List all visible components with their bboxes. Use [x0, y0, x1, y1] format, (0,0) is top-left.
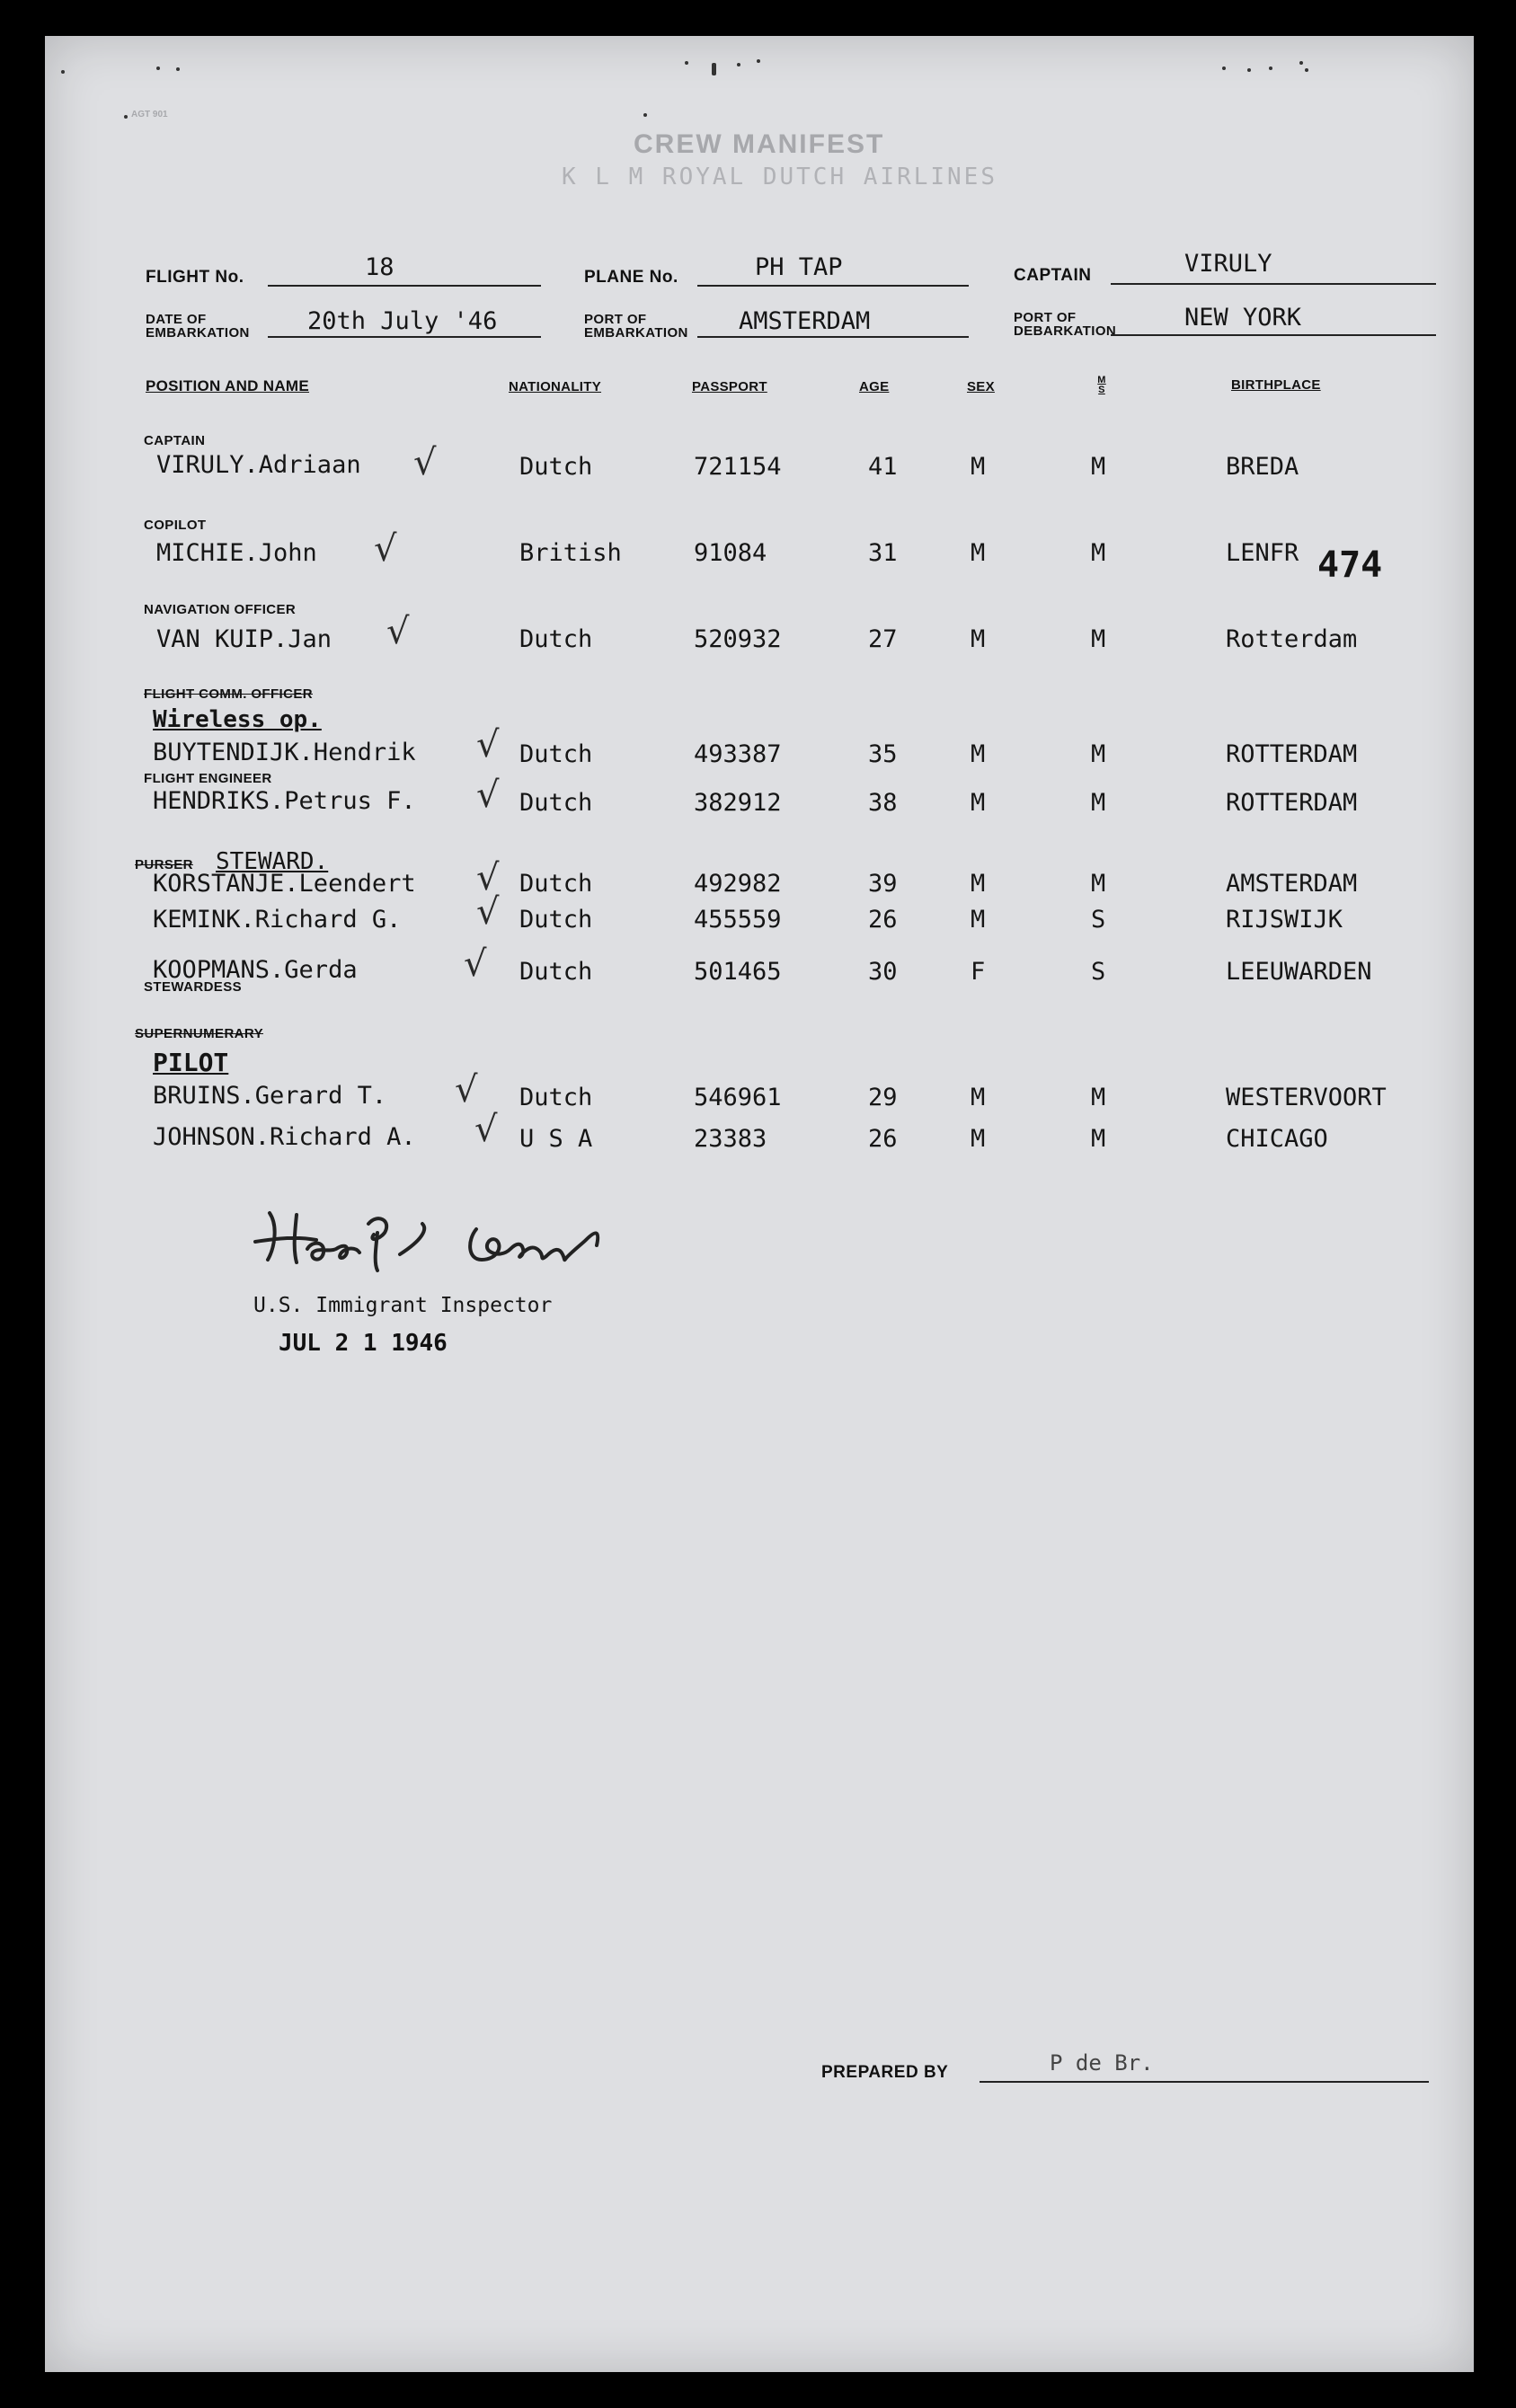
port-embarkation-label: PORT OF EMBARKATION: [584, 312, 688, 341]
check-mark: √: [464, 943, 487, 985]
captain-value: VIRULY: [1184, 250, 1272, 278]
inspector-title: U.S. Immigrant Inspector: [253, 1294, 553, 1317]
crew-sex: M: [971, 789, 986, 817]
crew-age: 39: [868, 870, 898, 898]
crew-birthplace: CHICAGO: [1226, 1125, 1328, 1153]
port-embarkation: AMSTERDAM: [739, 307, 871, 335]
crew-sex: M: [971, 1125, 986, 1153]
col-sex: SEX: [967, 379, 995, 394]
crew-birthplace: WESTERVOORT: [1226, 1084, 1387, 1111]
speck: [712, 63, 716, 75]
section-stewardess: STEWARDESS: [144, 979, 243, 995]
crew-marital: M: [1091, 740, 1106, 768]
crew-name: JOHNSON.Richard A.: [153, 1123, 416, 1151]
speck: [61, 70, 65, 74]
check-mark: √: [374, 528, 397, 570]
crew-sex: M: [971, 870, 986, 898]
rule: [268, 336, 541, 338]
crew-birthplace: ROTTERDAM: [1226, 789, 1358, 817]
col-marital-status: M S: [1097, 375, 1106, 395]
form-code: AGT 901: [131, 110, 168, 120]
crew-passport: 721154: [694, 453, 782, 481]
crew-marital: M: [1091, 539, 1106, 567]
section-purser: PURSER: [135, 857, 193, 872]
prepared-by-label: PREPARED BY: [821, 2063, 949, 2082]
speck: [124, 115, 128, 119]
speck: [176, 67, 180, 71]
crew-marital: S: [1091, 906, 1106, 934]
col-birthplace: BIRTHPLACE: [1231, 377, 1321, 393]
crew-age: 29: [868, 1084, 898, 1111]
crew-name: KOOPMANS.Gerda: [153, 956, 358, 984]
crew-marital: M: [1091, 453, 1106, 481]
crew-birthplace: AMSTERDAM: [1226, 870, 1358, 898]
stamp-number: 474: [1317, 544, 1383, 586]
inspector-signature: [243, 1177, 728, 1303]
crew-passport: 493387: [694, 740, 782, 768]
crew-passport: 91084: [694, 539, 767, 567]
crew-age: 27: [868, 625, 898, 653]
rule: [1111, 283, 1436, 285]
crew-name: KORSTANJE.Leendert: [153, 870, 416, 898]
crew-passport: 23383: [694, 1125, 767, 1153]
speck: [1299, 61, 1303, 65]
check-mark: √: [474, 1109, 498, 1150]
crew-sex: F: [971, 958, 986, 986]
plane-number: PH TAP: [755, 253, 843, 281]
crew-nationality: Dutch: [519, 870, 593, 898]
crew-birthplace: RIJSWIJK: [1226, 906, 1343, 934]
rule: [697, 285, 969, 287]
rule: [697, 336, 969, 338]
flight-number: 18: [365, 253, 395, 281]
check-mark: √: [476, 724, 500, 766]
crew-age: 30: [868, 958, 898, 986]
crew-sex: M: [971, 539, 986, 567]
crew-nationality: Dutch: [519, 740, 593, 768]
rule: [980, 2081, 1429, 2083]
speck: [685, 61, 688, 65]
check-mark: √: [476, 891, 500, 933]
crew-passport: 382912: [694, 789, 782, 817]
crew-age: 41: [868, 453, 898, 481]
col-nationality: NATIONALITY: [509, 379, 602, 394]
crew-passport: 520932: [694, 625, 782, 653]
prepared-by-value: P de Br.: [1050, 2050, 1154, 2076]
crew-marital: M: [1091, 870, 1106, 898]
crew-nationality: Dutch: [519, 453, 593, 481]
check-mark: √: [476, 775, 500, 816]
section-supernumerary: SUPERNUMERARY: [135, 1026, 263, 1041]
section-flight-comm: FLIGHT COMM. OFFICER: [144, 686, 313, 702]
crew-sex: M: [971, 453, 986, 481]
rule: [268, 285, 541, 287]
crew-name: KEMINK.Richard G.: [153, 906, 402, 934]
crew-sex: M: [971, 906, 986, 934]
crew-birthplace: LEEUWARDEN: [1226, 958, 1372, 986]
port-debarkation: NEW YORK: [1184, 304, 1302, 332]
manifest-title: CREW MANIFEST: [634, 129, 885, 159]
section-captain: CAPTAIN: [144, 433, 206, 448]
plane-label: PLANE No.: [584, 268, 678, 287]
speck: [1269, 66, 1272, 70]
crew-nationality: Dutch: [519, 789, 593, 817]
section-flight-engineer: FLIGHT ENGINEER: [144, 771, 272, 786]
col-age: AGE: [859, 379, 890, 394]
crew-passport: 455559: [694, 906, 782, 934]
section-steward: STEWARD.: [216, 848, 329, 875]
crew-birthplace: ROTTERDAM: [1226, 740, 1358, 768]
col-position-name: POSITION AND NAME: [146, 377, 310, 394]
speck: [643, 113, 647, 117]
date-label: DATE OF EMBARKATION: [146, 312, 250, 341]
crew-sex: M: [971, 740, 986, 768]
crew-age: 35: [868, 740, 898, 768]
crew-passport: 501465: [694, 958, 782, 986]
crew-nationality: Dutch: [519, 1084, 593, 1111]
crew-name: MICHIE.John: [156, 539, 317, 567]
section-copilot: COPILOT: [144, 518, 207, 533]
speck: [1305, 68, 1308, 72]
crew-age: 31: [868, 539, 898, 567]
crew-marital: M: [1091, 1125, 1106, 1153]
crew-name: VIRULY.Adriaan: [156, 451, 361, 479]
crew-birthplace: BREDA: [1226, 453, 1299, 481]
speck: [156, 66, 160, 70]
crew-marital: M: [1091, 625, 1106, 653]
embarkation-date: 20th July '46: [307, 307, 498, 335]
speck: [1222, 66, 1226, 70]
crew-age: 26: [868, 1125, 898, 1153]
section-wireless: Wireless op.: [153, 706, 322, 733]
speck: [757, 59, 760, 63]
crew-nationality: U S A: [519, 1125, 593, 1153]
crew-name: VAN KUIP.Jan: [156, 625, 332, 653]
crew-name: BRUINS.Gerard T.: [153, 1082, 387, 1110]
inspection-date-stamp: JUL 2 1 1946: [279, 1330, 448, 1357]
crew-nationality: British: [519, 539, 622, 567]
check-mark: √: [476, 857, 500, 899]
crew-name: BUYTENDIJK.Hendrik: [153, 739, 416, 766]
crew-passport: 492982: [694, 870, 782, 898]
rule: [1111, 334, 1436, 336]
col-passport: PASSPORT: [692, 379, 767, 394]
crew-name: HENDRIKS.Petrus F.: [153, 787, 416, 815]
crew-birthplace: LENFR: [1226, 539, 1299, 567]
check-mark: √: [386, 611, 410, 652]
crew-passport: 546961: [694, 1084, 782, 1111]
manifest-sheet: [45, 36, 1474, 2372]
crew-age: 26: [868, 906, 898, 934]
crew-nationality: Dutch: [519, 958, 593, 986]
crew-nationality: Dutch: [519, 906, 593, 934]
captain-label: CAPTAIN: [1014, 266, 1092, 285]
crew-birthplace: Rotterdam: [1226, 625, 1358, 653]
speck: [1247, 68, 1251, 72]
crew-marital: M: [1091, 789, 1106, 817]
flight-label: FLIGHT No.: [146, 268, 244, 287]
crew-marital: S: [1091, 958, 1106, 986]
speck: [737, 63, 740, 66]
check-mark: √: [413, 442, 437, 483]
crew-nationality: Dutch: [519, 625, 593, 653]
port-debarkation-label: PORT OF DEBARKATION: [1014, 310, 1117, 339]
crew-age: 38: [868, 789, 898, 817]
check-mark: √: [455, 1069, 478, 1111]
section-pilot: PILOT: [153, 1048, 229, 1077]
section-navigation: NAVIGATION OFFICER: [144, 602, 297, 617]
crew-marital: M: [1091, 1084, 1106, 1111]
company-name: K L M ROYAL DUTCH AIRLINES: [562, 164, 997, 190]
crew-sex: M: [971, 625, 986, 653]
crew-sex: M: [971, 1084, 986, 1111]
